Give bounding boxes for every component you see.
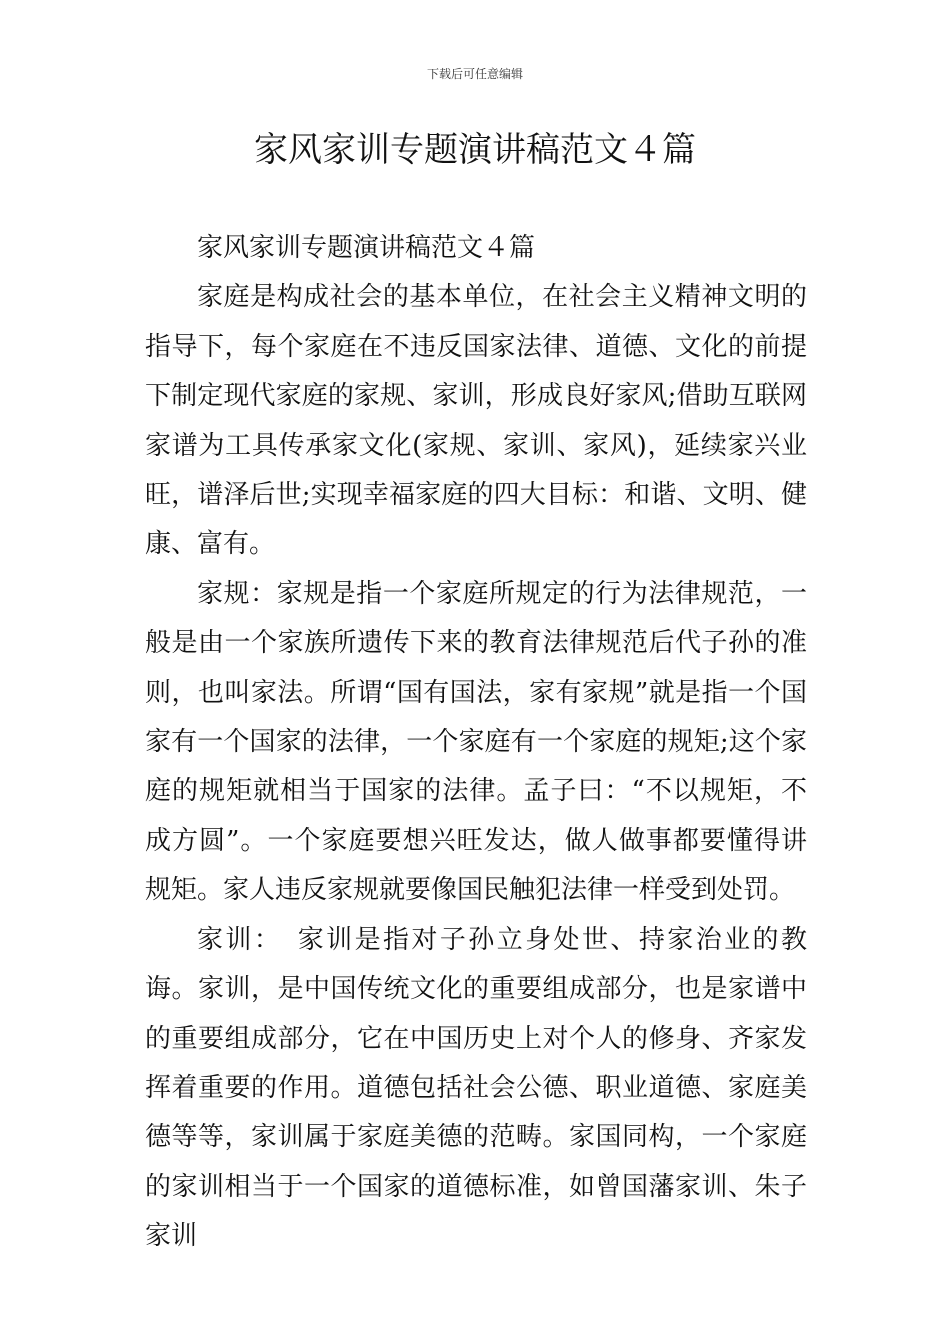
header-note: 下载后可任意编辑 bbox=[426, 67, 523, 81]
paragraph-intro: 家庭是构成社会的基本单位，在社会主义精神文明的指导下，每个家庭在不违反国家法律、道德、文化的前提下制定现代家庭的家规、家训，形成良好家风;借助互联网家谱为工具传承家文化(家规、家训、家风)，延续家兴业旺，谱泽后世;实现幸福家庭的四大目标：和谐、文明、健康、富有。 bbox=[145, 282, 807, 560]
paragraph-family-rules: 家规：家规是指一个家庭所规定的行为法律规范，一般是由一个家族所遗传下来的教育法律规范后代子孙的准则，也叫家法。所谓“国有国法，家有家规”就是指一个国家有一个国家的法律，一个家庭有一个家庭的规矩;这个家庭的规矩就相当于国家的法律。孟子曰：“不以规矩，不成方圆”。一个家庭要想兴旺发达，做人做事都要懂得讲规矩。家人违反家规就要像国民触犯法律一样受到处罚。 bbox=[145, 578, 807, 906]
paragraph-family-teachings: 家训： 家训是指对子孙立身处世、持家治业的教诲。家训，是中国传统文化的重要组成部分，也是家谱中的重要组成部分，它在中国历史上对个人的修身、齐家发挥着重要的作用。道德包括社会公德、职业道德、家庭美德等等，家训属于家庭美德的范畴。家国同构，一个家庭的家训相当于一个国家的道德标准，如曾国藩家训、朱子家训 bbox=[145, 924, 807, 1252]
paragraph-subtitle: 家风家训专题演讲稿范文４篇 bbox=[197, 233, 536, 263]
document-title: 家风家训专题演讲稿范文４篇 bbox=[254, 130, 696, 170]
document-body bbox=[145, 224, 807, 1262]
